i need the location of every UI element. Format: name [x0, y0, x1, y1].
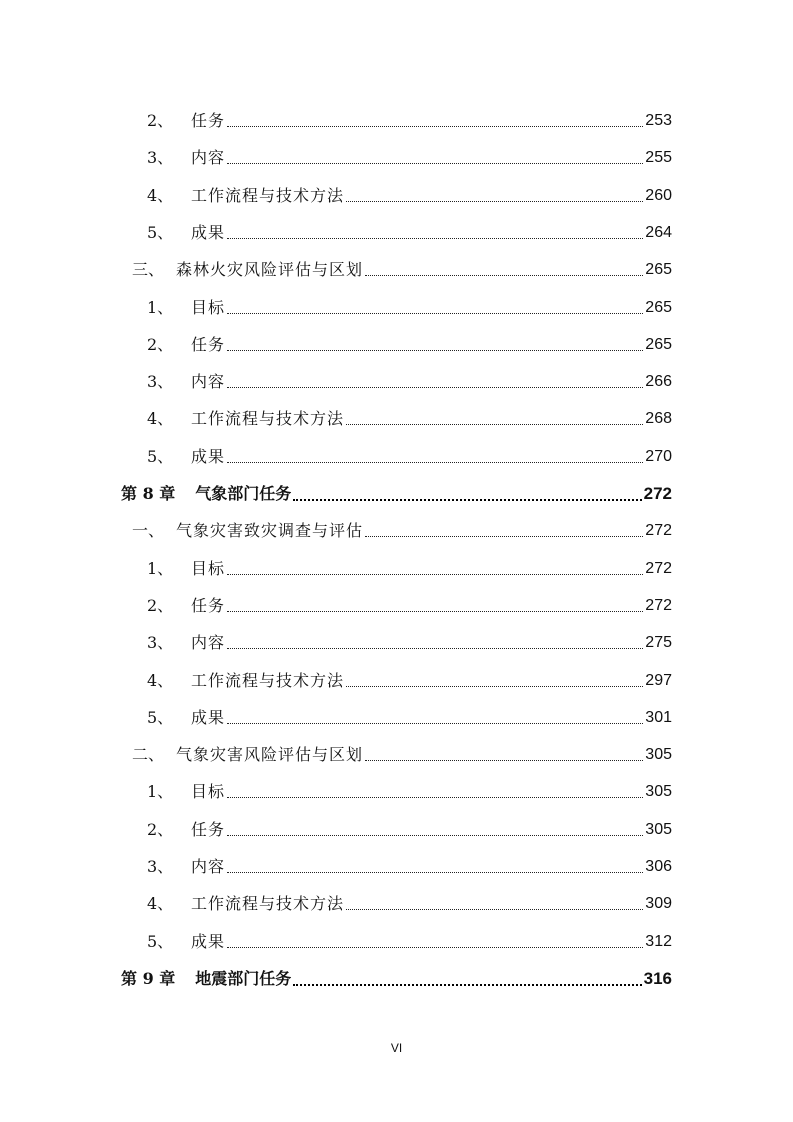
toc-entry-title: 内容 [191, 148, 226, 168]
toc-entry-page-number: 253 [645, 112, 672, 129]
toc-subsection-entry[interactable] [147, 400, 672, 430]
dot-leader [227, 946, 643, 948]
toc-entry-title: 任务 [191, 819, 226, 839]
toc-entry-page-number: 265 [645, 335, 672, 353]
toc-entry-page-number: 305 [645, 746, 672, 764]
dot-leader [227, 349, 643, 351]
dot-leader [227, 237, 643, 239]
toc-entry-page-number: 306 [645, 858, 672, 875]
dot-leader [227, 871, 643, 873]
toc-section-entry[interactable] [132, 736, 672, 766]
toc-entry-number: 4、 [147, 409, 174, 429]
toc-subsection-entry[interactable] [147, 885, 672, 915]
toc-entry-page-number: 255 [645, 149, 672, 167]
toc-entry-page-number: 265 [645, 298, 672, 316]
toc-entry-number: 第 8 章 [121, 484, 176, 503]
toc-entry-number: 2、 [147, 334, 174, 354]
toc-entry-number: 4、 [147, 894, 174, 914]
toc-entry-title: 气象灾害致灾调查与评估 [176, 521, 364, 541]
toc-entry-title: 内容 [191, 633, 226, 653]
toc-entry-title: 森林火灾风险评估与区划 [176, 260, 364, 280]
toc-entry-title: 内容 [191, 372, 226, 392]
toc-entry-number: 1、 [147, 782, 174, 802]
toc-entry-page-number: 275 [645, 634, 672, 652]
toc-entry-title: 目标 [191, 558, 226, 578]
toc-entry-title: 成果 [191, 222, 226, 242]
toc-chapter-entry[interactable] [121, 960, 672, 990]
toc-subsection-entry[interactable] [147, 699, 672, 729]
toc-chapter-entry[interactable] [121, 475, 672, 505]
toc-entry-number: 5、 [147, 222, 174, 242]
dot-leader [227, 386, 643, 388]
dot-leader [346, 685, 643, 687]
toc-subsection-entry[interactable] [147, 811, 672, 841]
toc-subsection-entry[interactable] [147, 438, 672, 468]
dot-leader [227, 312, 643, 314]
toc-entry-title: 成果 [191, 707, 226, 727]
toc-entry-number: 2、 [147, 595, 174, 615]
toc-entry-title: 工作流程与技术方法 [191, 894, 345, 914]
dot-leader [346, 423, 643, 425]
toc-subsection-entry[interactable] [147, 289, 672, 319]
toc-subsection-entry[interactable] [147, 587, 672, 617]
toc-entry-page-number: 260 [645, 186, 672, 204]
dot-leader [365, 535, 643, 537]
toc-subsection-entry[interactable] [147, 773, 672, 803]
toc-entry-page-number: 264 [645, 223, 672, 241]
toc-section-entry[interactable] [132, 251, 672, 281]
page-number-footer: VI [390, 1041, 403, 1055]
dot-leader [227, 834, 643, 836]
toc-entry-title: 工作流程与技术方法 [191, 409, 345, 429]
toc-entry-number: 二、 [132, 745, 165, 765]
toc-subsection-entry[interactable] [147, 326, 672, 356]
dot-leader [365, 274, 643, 276]
toc-subsection-entry[interactable] [147, 662, 672, 692]
toc-entry-page-number: 265 [645, 261, 672, 279]
toc-entry-title: 目标 [191, 782, 226, 802]
toc-subsection-entry[interactable] [147, 214, 672, 244]
toc-entry-number: 2、 [147, 111, 174, 130]
toc-entry-page-number: 305 [645, 783, 672, 801]
toc-entry-title: 任务 [191, 595, 226, 615]
toc-entry-page-number: 268 [645, 410, 672, 428]
toc-entry-page-number: 312 [645, 932, 672, 950]
toc-entry-page-number: 272 [645, 522, 672, 540]
dot-leader [346, 908, 643, 910]
toc-entry-number: 4、 [147, 670, 174, 690]
toc-entry-page-number: 305 [645, 820, 672, 838]
toc-entry-page-number: 297 [645, 671, 672, 689]
toc-entry-page-number: 309 [645, 895, 672, 913]
dot-leader [227, 722, 643, 724]
toc-entry-title: 内容 [191, 857, 226, 876]
dot-leader [293, 498, 641, 501]
toc-entry-number: 3、 [147, 633, 174, 653]
dot-leader [365, 759, 643, 761]
toc-entry-number: 4、 [147, 185, 174, 205]
toc-entry-page-number: 301 [645, 708, 672, 726]
dot-leader [227, 796, 643, 798]
toc-entry-page-number: 272 [645, 596, 672, 614]
toc-entry-title: 地震部门任务 [195, 968, 292, 988]
toc-entry-number: 3、 [147, 372, 174, 392]
toc-entry-title: 成果 [191, 931, 226, 951]
toc-section-entry[interactable] [132, 512, 672, 542]
dot-leader [227, 461, 643, 463]
toc-entry-number: 3、 [147, 857, 174, 876]
toc-entry-number: 三、 [132, 260, 165, 280]
toc-entry-title: 工作流程与技术方法 [191, 670, 345, 690]
toc-entry-page-number: 316 [643, 968, 672, 988]
toc-entry-title: 任务 [191, 111, 226, 130]
toc-entry-title: 成果 [191, 446, 226, 466]
toc-entry-page-number: 272 [643, 484, 672, 503]
toc-entry-title: 目标 [191, 297, 226, 317]
dot-leader [293, 983, 641, 986]
toc-entry-number: 1、 [147, 297, 174, 317]
dot-leader [346, 200, 643, 202]
toc-entry-number: 第 9 章 [121, 968, 176, 988]
toc-entry-number: 5、 [147, 931, 174, 951]
toc-subsection-entry[interactable] [147, 177, 672, 207]
toc-subsection-entry[interactable] [147, 102, 672, 132]
dot-leader [227, 647, 643, 649]
toc-entry-number: 一、 [132, 521, 165, 541]
dot-leader [227, 610, 643, 612]
toc-entry-page-number: 266 [645, 373, 672, 391]
toc-entry-number: 3、 [147, 148, 174, 168]
toc-subsection-entry[interactable] [147, 139, 672, 169]
toc-entry-page-number: 270 [645, 447, 672, 465]
toc-subsection-entry[interactable] [147, 550, 672, 580]
toc-subsection-entry[interactable] [147, 848, 672, 878]
dot-leader [227, 125, 643, 127]
dot-leader [227, 162, 643, 164]
toc-entry-page-number: 272 [645, 559, 672, 577]
toc-subsection-entry[interactable] [147, 363, 672, 393]
dot-leader [227, 573, 643, 575]
toc-subsection-entry[interactable] [147, 624, 672, 654]
toc-entry-number: 5、 [147, 446, 174, 466]
toc-subsection-entry[interactable] [147, 923, 672, 953]
toc-entry-title: 气象部门任务 [195, 484, 292, 503]
toc-entry-number: 5、 [147, 707, 174, 727]
toc-entry-title: 工作流程与技术方法 [191, 185, 345, 205]
toc-entry-title: 气象灾害风险评估与区划 [176, 745, 364, 765]
toc-entry-number: 1、 [147, 558, 174, 578]
toc-entry-title: 任务 [191, 334, 226, 354]
toc-entry-number: 2、 [147, 819, 174, 839]
